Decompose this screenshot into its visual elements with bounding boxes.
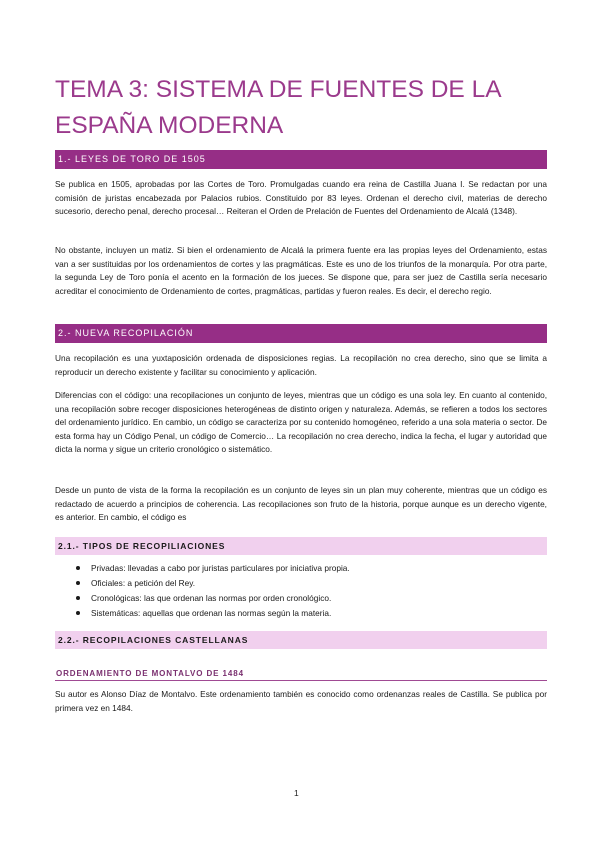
list-item-text: Cronológicas: las que ordenan las normas por orden cronológico. <box>91 593 332 603</box>
list-item-text: Privadas: llevadas a cabo por juristas particulares por iniciativa propia. <box>91 563 350 573</box>
list-item <box>75 591 535 606</box>
bullet-icon <box>76 581 80 585</box>
list-item-text: Oficiales: a petición del Rey. <box>91 578 196 588</box>
section-heading-leyes-de-toro: 1.- LEYES DE TORO DE 1505 <box>55 150 547 169</box>
list-item <box>75 561 535 576</box>
bullet-icon <box>76 611 80 615</box>
paragraph-nueva-recopilacion-2: Diferencias con el código: una recopilaciones un conjunto de leyes, mientras que un código es una sola ley. En cuanto al contenido, una recopilación sobre recoger disposiciones heterogéneas de distinto origen y naturaleza. Además, se refieren a todos los sectores del ordenamiento jurídico. En cambio, un código se caracteriza por su contenido homogéneo, referido a una sola materia o sector. De esta forma hay un Código Penal, un código de Comercio… La recopilación no crea derecho, indica la fecha, el lugar y autoridad que dicta la norma y sigue un criterio cronológico o sistemático. <box>55 390 547 455</box>
list-item <box>75 606 535 621</box>
sub-subsection-heading-ordenamiento-montalvo: ORDENAMIENTO DE MONTALVO DE 1484 <box>55 667 547 681</box>
tipos-recopilaciones-list <box>75 561 535 621</box>
subsection-heading-recopilaciones-castellanas: 2.2.- RECOPILACIONES CASTELLANAS <box>55 631 547 649</box>
document-title: TEMA 3: SISTEMA DE FUENTES DE LA ESPAÑA MODERNA <box>55 76 501 139</box>
page-number: 1 <box>294 788 299 798</box>
list-item-text: Sistemáticas: aquellas que ordenan las normas según la materia. <box>91 608 332 618</box>
paragraph-nueva-recopilacion-3: Desde un punto de vista de la forma la recopilación es un conjunto de leyes sin un plan muy coherente, mientras que un código es redactado de acuerdo a principios de coherencia. Las recopilaciones son fruto de la historia, porque aunque es un derecho vigente, es anterior. En cambio, el código es <box>55 485 547 523</box>
paragraph-nueva-recopilacion-1: Una recopilación es una yuxtaposición ordenada de disposiciones regias. La recopilación no crea derecho, sino que se limita a reproducir un derecho existente y facilitar su conocimiento y aplicación. <box>55 353 547 377</box>
paragraph-ordenamiento-montalvo: Su autor es Alonso Díaz de Montalvo. Este ordenamiento también es conocido como ordenanzas reales de Castilla. Se publica por primera vez en 1484. <box>55 689 547 713</box>
bullet-icon <box>76 566 80 570</box>
paragraph-leyes-toro-1: Se publica en 1505, aprobadas por las Cortes de Toro. Promulgadas cuando era reina de Castilla Juana I. Se redactan por una comisión de juristas encabezada por Palacios rubios. Constituido por 83 leyes. Ordenan el derecho civil, materias de derecho sucesorio, derecho penal, derecho procesal… Reiteran el Orden de Prelación de Fuentes del Ordenamiento de Alcalá (1348). <box>55 179 547 217</box>
subsection-heading-tipos-recopilaciones: 2.1.- TIPOS DE RECOPILIACIONES <box>55 537 547 555</box>
list-item <box>75 576 535 591</box>
paragraph-leyes-toro-2: No obstante, incluyen un matiz. Si bien el ordenamiento de Alcalá la primera fuente era las propias leyes del Ordenamiento, estas van a ser sustituidas por los ordenamientos de cortes y las pragmáticas. Este es uno de los triunfos de la monarquía. Por otra parte, la segunda Ley de Toro ponía el acento en la formación de los jueces. Se dispone que, para ser juez de Castilla sería necesario acreditar el conocimiento de Ordenamiento de cortes, pragmáticas, partidas y fueron reales. Es decir, el derecho regio. <box>55 245 547 296</box>
bullet-icon <box>76 596 80 600</box>
section-heading-nueva-recopilacion: 2.- NUEVA RECOPILACIÓN <box>55 324 547 343</box>
